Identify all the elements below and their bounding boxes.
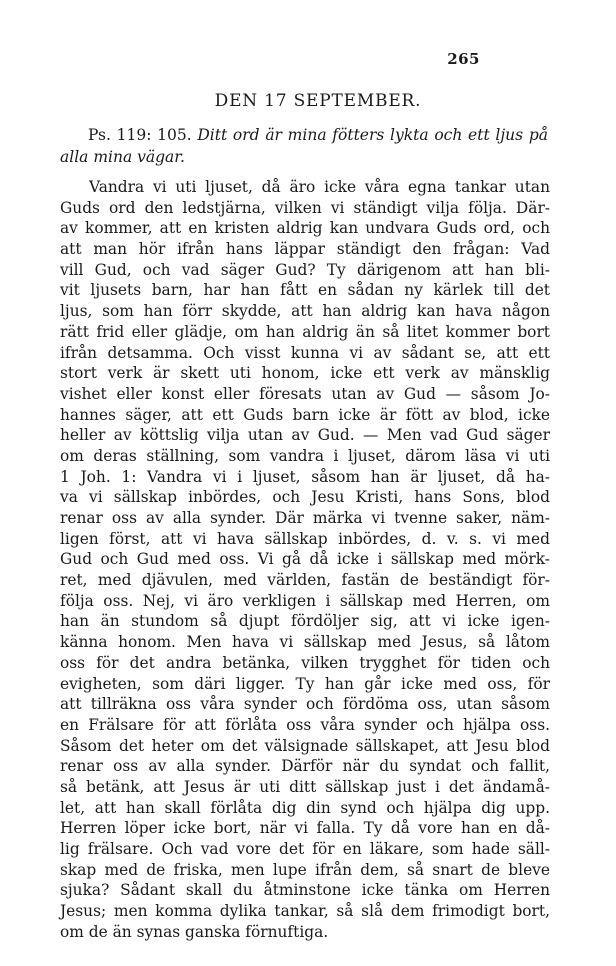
text-line: om de än synas ganska förnuftiga. [60,922,329,941]
page-number: 265 [447,50,480,68]
text-line: Herren löper icke bort, när vi falla. Ty då vore han en då- [60,819,550,838]
text-line: av kommer, att en kristen aldrig kan undvara Guds ord, och [60,219,550,238]
text-line: han än stundom så djupt fördöljer sig, att vi icke igen- [60,612,550,631]
text-line: Vandra vi uti ljuset, då äro icke våra egna tankar utan [89,178,550,196]
text-line: 1 Joh. 1: Vandra vi i ljuset, såsom han är ljuset, då ha- [60,467,550,486]
text-line: Såsom det heter om det välsignade sällskapet, att Jesu blod [60,736,550,755]
date-heading: DEN 17 SEPTEMBER. [214,91,422,111]
text-line: om deras ställning, som vandra i ljuset, därom läsa vi uti [60,446,550,465]
text-line: följa oss. Nej, vi äro verkligen i sällskap med Herren, om [60,591,550,610]
scripture-verse [60,124,548,168]
text-line: Gud och Gud med oss. Vi gå då icke i sällskap med mörk- [60,550,550,569]
text-line: så betänk, att Jesus är uti ditt sällskap just i det ändamå- [60,777,550,796]
text-line: va vi sällskap inbördes, och Jesu Kristi, hans Sons, blod [60,488,550,507]
text-line: Guds ord den ledstjärna, vilken vi ständigt vilja följa. Där- [60,198,550,217]
text-line: en Frälsare för att förlåta oss våra synder och hjälpa oss. [60,715,550,734]
text-line: vill Gud, och vad säger Gud? Ty därigenom att han bli- [60,260,550,279]
text-line: hannes säger, att ett Guds barn icke är fött av blod, icke [60,405,550,424]
text-line: Jesus; men komma dylika tankar, så slå dem frimodigt bort, [60,902,550,921]
text-line: ifrån detsamma. Och visst kunna vi av sådant se, att ett [60,343,550,362]
text-line: lig frälsare. Och vad vore det för en läkare, som hade säll- [60,840,550,858]
text-line: let, att han skall förlåta dig din synd och hjälpa dig upp. [60,798,550,817]
text-line: att man hör ifrån hans läppar ständigt den frågan: Vad [60,240,550,259]
text-line: att tillräkna oss våra synder och fördöma oss, utan såsom [60,695,550,714]
text-line: renar oss av alla synder. Där märka vi tvenne saker, näm- [60,509,550,527]
text-line: heller av köttslig vilja utan av Gud. — Men vad Gud säger [60,426,550,445]
text-line: känna honom. Men hava vi sällskap med Jesus, så låtom [60,633,550,652]
text-line: rätt frid eller glädje, om han aldrig än så litet kommer bort [60,322,550,341]
text-line: oss för det andra betänka, vilken trygghet för tiden och [60,653,550,672]
text-line: ret, med djävulen, med världen, fastän de beständigt för- [60,571,550,590]
text-line: renar oss av alla synder. Därför när du syndat och fallit, [60,757,550,776]
devotional-text [60,177,550,942]
text-line: vishet eller konst eller föresats utan av Gud — såsom Jo- [60,384,550,403]
text-line: vit ljusets barn, har han fått en sådan ny kärlek till det [60,281,550,300]
text-line: sjuka? Sådant skall du åtminstone icke tänka om Herren [60,881,550,900]
verse-reference: Ps. 119: 105. [88,126,192,144]
text-line: ljus, som han förr skydde, att han aldrig kan hava någon [60,302,550,321]
text-line: ligen först, att vi hava sällskap inbördes, d. v. s. vi med [60,529,550,548]
text-line: skap med de friska, men lupe ifrån dem, så snart de bleve [60,860,550,879]
text-line: evigheten, som däri ligger. Ty han går icke med oss, för [60,674,550,693]
verse-quote: Ditt ord är mina fötters lykta och ett ljus på alla mina vägar. [60,126,548,166]
text-line: stort verk är skett uti honom, icke ett verk av mänsklig [60,364,550,383]
